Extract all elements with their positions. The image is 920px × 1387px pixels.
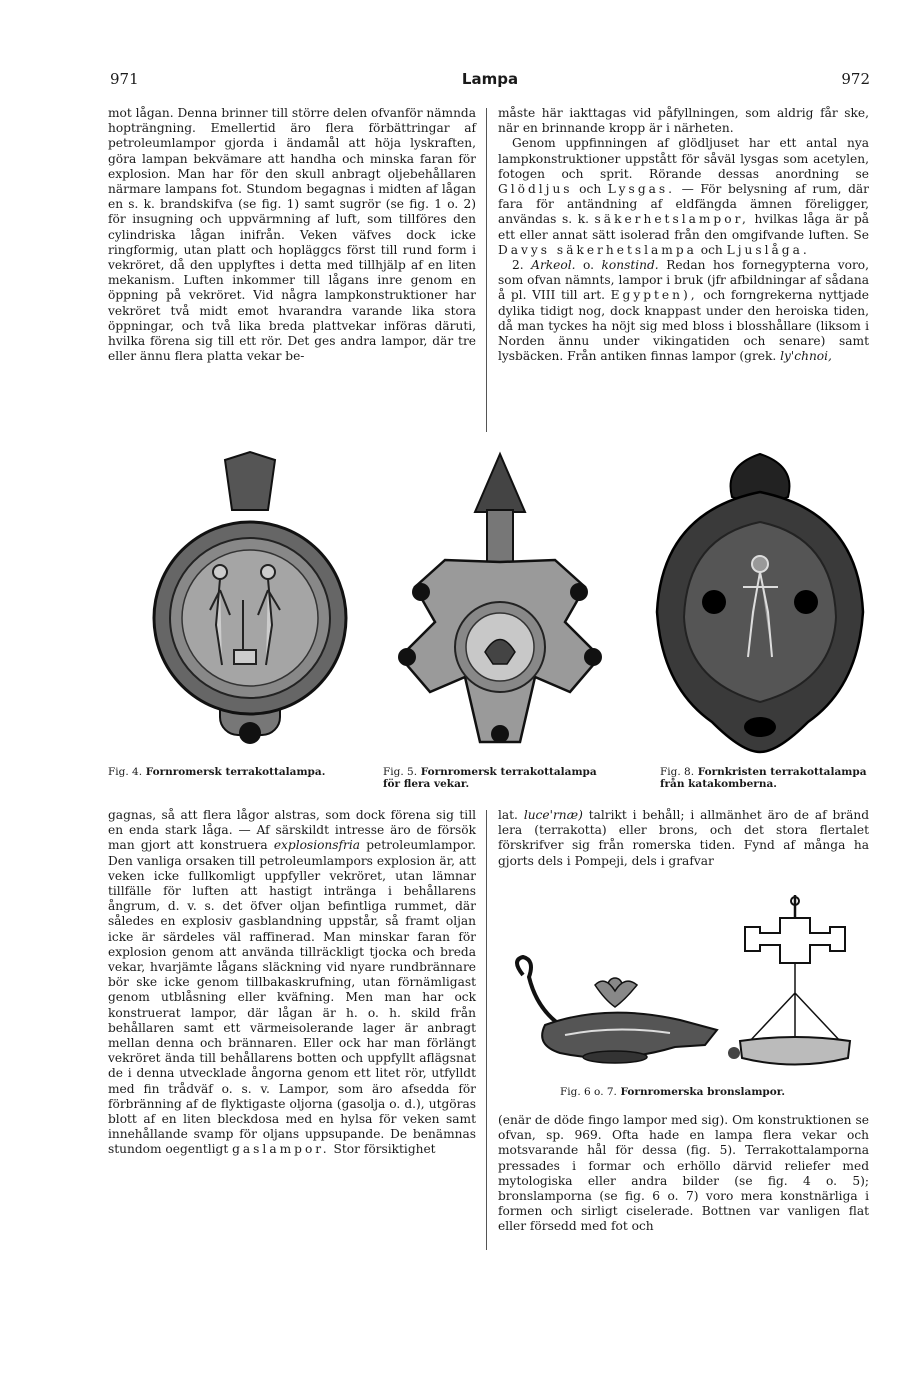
page-header	[110, 70, 870, 94]
column-right-top	[498, 106, 869, 364]
column-rule-bottom	[486, 810, 487, 1250]
fig7-hanging-bronze-lamp-illustration	[720, 893, 870, 1073]
fig6-bronze-lamp-illustration	[505, 955, 720, 1075]
fig5-caption: Fig. 5. Fornromersk terrakottalampa för flera vekar.	[383, 766, 597, 790]
fig67-caption: Fig. 6 o. 7. Fornromerska bronslampor.	[560, 1086, 785, 1098]
paragraph: gagnas, så att flera lågor alstras, som dock förena sig till en enda stark låga. — Af särskildt intresse äro de försök man gjort att konstruera explosionsfria petroleumlampor. Den vanliga orsaken till petroleumlampors explosion är, att veken icke fullkomligt uppfyller vekröret, utan lämnar tillfälle för luften att hastigt intränga i behållarens ångrum, d. v. s. det öfver oljan befintliga rummet, där således en explosiv gasblandning uppstår, så framt oljan icke är särdeles väl raffinerad. Man minskar faran för explosion genom att använda tillräckligt tjocka och breda vekar, hvarjämte lågans släckning vid nyare rundbrännare bör ske icke genom tillbakaskrufning, utan förnämligast genom utblåsning eller kväfning. Men man har ock konstruerat lampor, där lågan är h. o. h. skild från behållaren samt ett värmeisolerande lager är anbragt mellan denna och brännaren. Eller ock har man förlängt vekröret ända till behållarens botten och uppfyllt aflägsnat de i denna utvecklade ångorna genom ett litet rör, utfylldt med fin trådväf o. s. v. Lampor, som äro afsedda för förbränning af de flyktigaste oljorna (gasolja o. d.), utgöras blott af en liten bleckdosa med en hylsa för veken samt innehållande svamp för oljans uppsupande. De benämnas stundom oegentligt gaslampor. Stor försiktighet	[108, 808, 477, 1157]
running-title: Lampa	[461, 70, 519, 88]
fig5-multi-wick-lamp-illustration	[385, 452, 615, 757]
paragraph: mot lågan. Denna brinner till större delen ofvanför nämnda hopträngning. Emellertid äro flera förbättringar af petroleumlampor gjorda i ändamål att höja lyskraften, göra lampan bekvämare att handha och minska faran för explosion. Man har för den skull anbragt oljebehållaren närmare lampans fot. Stundom begagnas i midten af lågan en s. k. brandskifva (se fig. 1) samt sugrör (se fig. 1 o. 2) för insugning och uppvärmning af luft, som tillföres den cylindriska lågan inifrån. Veken väfves dock icke ringformig, utan platt och hopläggcs först till rund form i vekröret, då den upplyftes i detta med tillhjälp af en liten mekanism. Luften inkommer till lågans inre genom en öppning på vekröret. Vid några lampkonstruktioner har vekröret två midt emot hvarandra varande lika stora öppningar, och två lika breda plattvekar införas däruti, hvilka förena sig till ett rör. Det ges andra lampor, där tre eller ännu flera platta vekar be-	[108, 106, 476, 364]
paragraph: 2. Arkeol. o. konstind. Redan hos fornegypterna voro, som ofvan nämnts, lampor i bruk (jfr afbildningar af sådana å pl. VIII till art. Egypten), och forngrekerna nyttjade dylika tidigt nog, dock knappast under den heroiska tiden, då man tyckes ha nöjt sig med bloss i blosshållare (liksom i Norden ännu under vikingatiden och senare) samt lysbäcken. Från antiken finnas lampor (grek. ly'chnoi,	[498, 258, 870, 364]
column-right-bottom-lower	[498, 1113, 869, 1235]
right-page-number: 972	[841, 70, 870, 88]
paragraph: måste här iakttagas vid påfyllningen, som aldrig får ske, när en brinnande kropp är i närheten.	[498, 106, 869, 136]
column-left-top	[108, 106, 476, 364]
column-right-bottom-upper	[498, 808, 869, 869]
paragraph: (enär de döde fingo lampor med sig). Om konstruktionen se ofvan, sp. 969. Ofta hade en lampa flera vekar och motsvarande hål för dessa (fig. 5). Terrakottalamporna pressades i formar och erhöllo därvid reliefer med mytologiska eller andra bilder (se fig. 4 o. 5); bronslamporna (se fig. 6 o. 7) voro mera konstnärliga i formen och sirligt ciselerade. Bottnen var vanligen flat eller försedd med fot och	[498, 1113, 869, 1234]
paragraph: lat. luce'rnæ) talrikt i behåll; i allmänhet äro de af bränd lera (terrakotta) eller brons, och det stora flertalet förskrifver sig från romerska tiden. Fynd af många ha gjorts dels i Pompeji, dels i grafvar	[498, 808, 870, 868]
fig4-terracotta-lamp-illustration	[150, 450, 350, 760]
column-left-bottom	[108, 808, 476, 1158]
fig4-caption: Fig. 4. Fornromersk terrakottalampa.	[108, 766, 326, 778]
column-rule-top	[486, 108, 487, 432]
left-page-number: 971	[110, 70, 139, 88]
fig8-catacomb-lamp-illustration	[648, 452, 873, 762]
fig8-caption: Fig. 8. Fornkristen terrakottalampa från katakomberna.	[660, 766, 867, 790]
paragraph: Genom uppfinningen af glödljuset har ett antal nya lampkonstruktioner uppstått för såväl lysgas som acetylen, fotogen och sprit. Rörande dessas anordning se Glödljus och Lysgas. — För belysning af rum, där fara för antändning af eldfängda ämnen föreligger, användas s. k. säkerhetslampor, hvilkas låga är på ett eller annat sätt isolerad från den omgifvande luften. Se Davys säkerhetslampa och Ljuslåga.	[498, 136, 870, 257]
